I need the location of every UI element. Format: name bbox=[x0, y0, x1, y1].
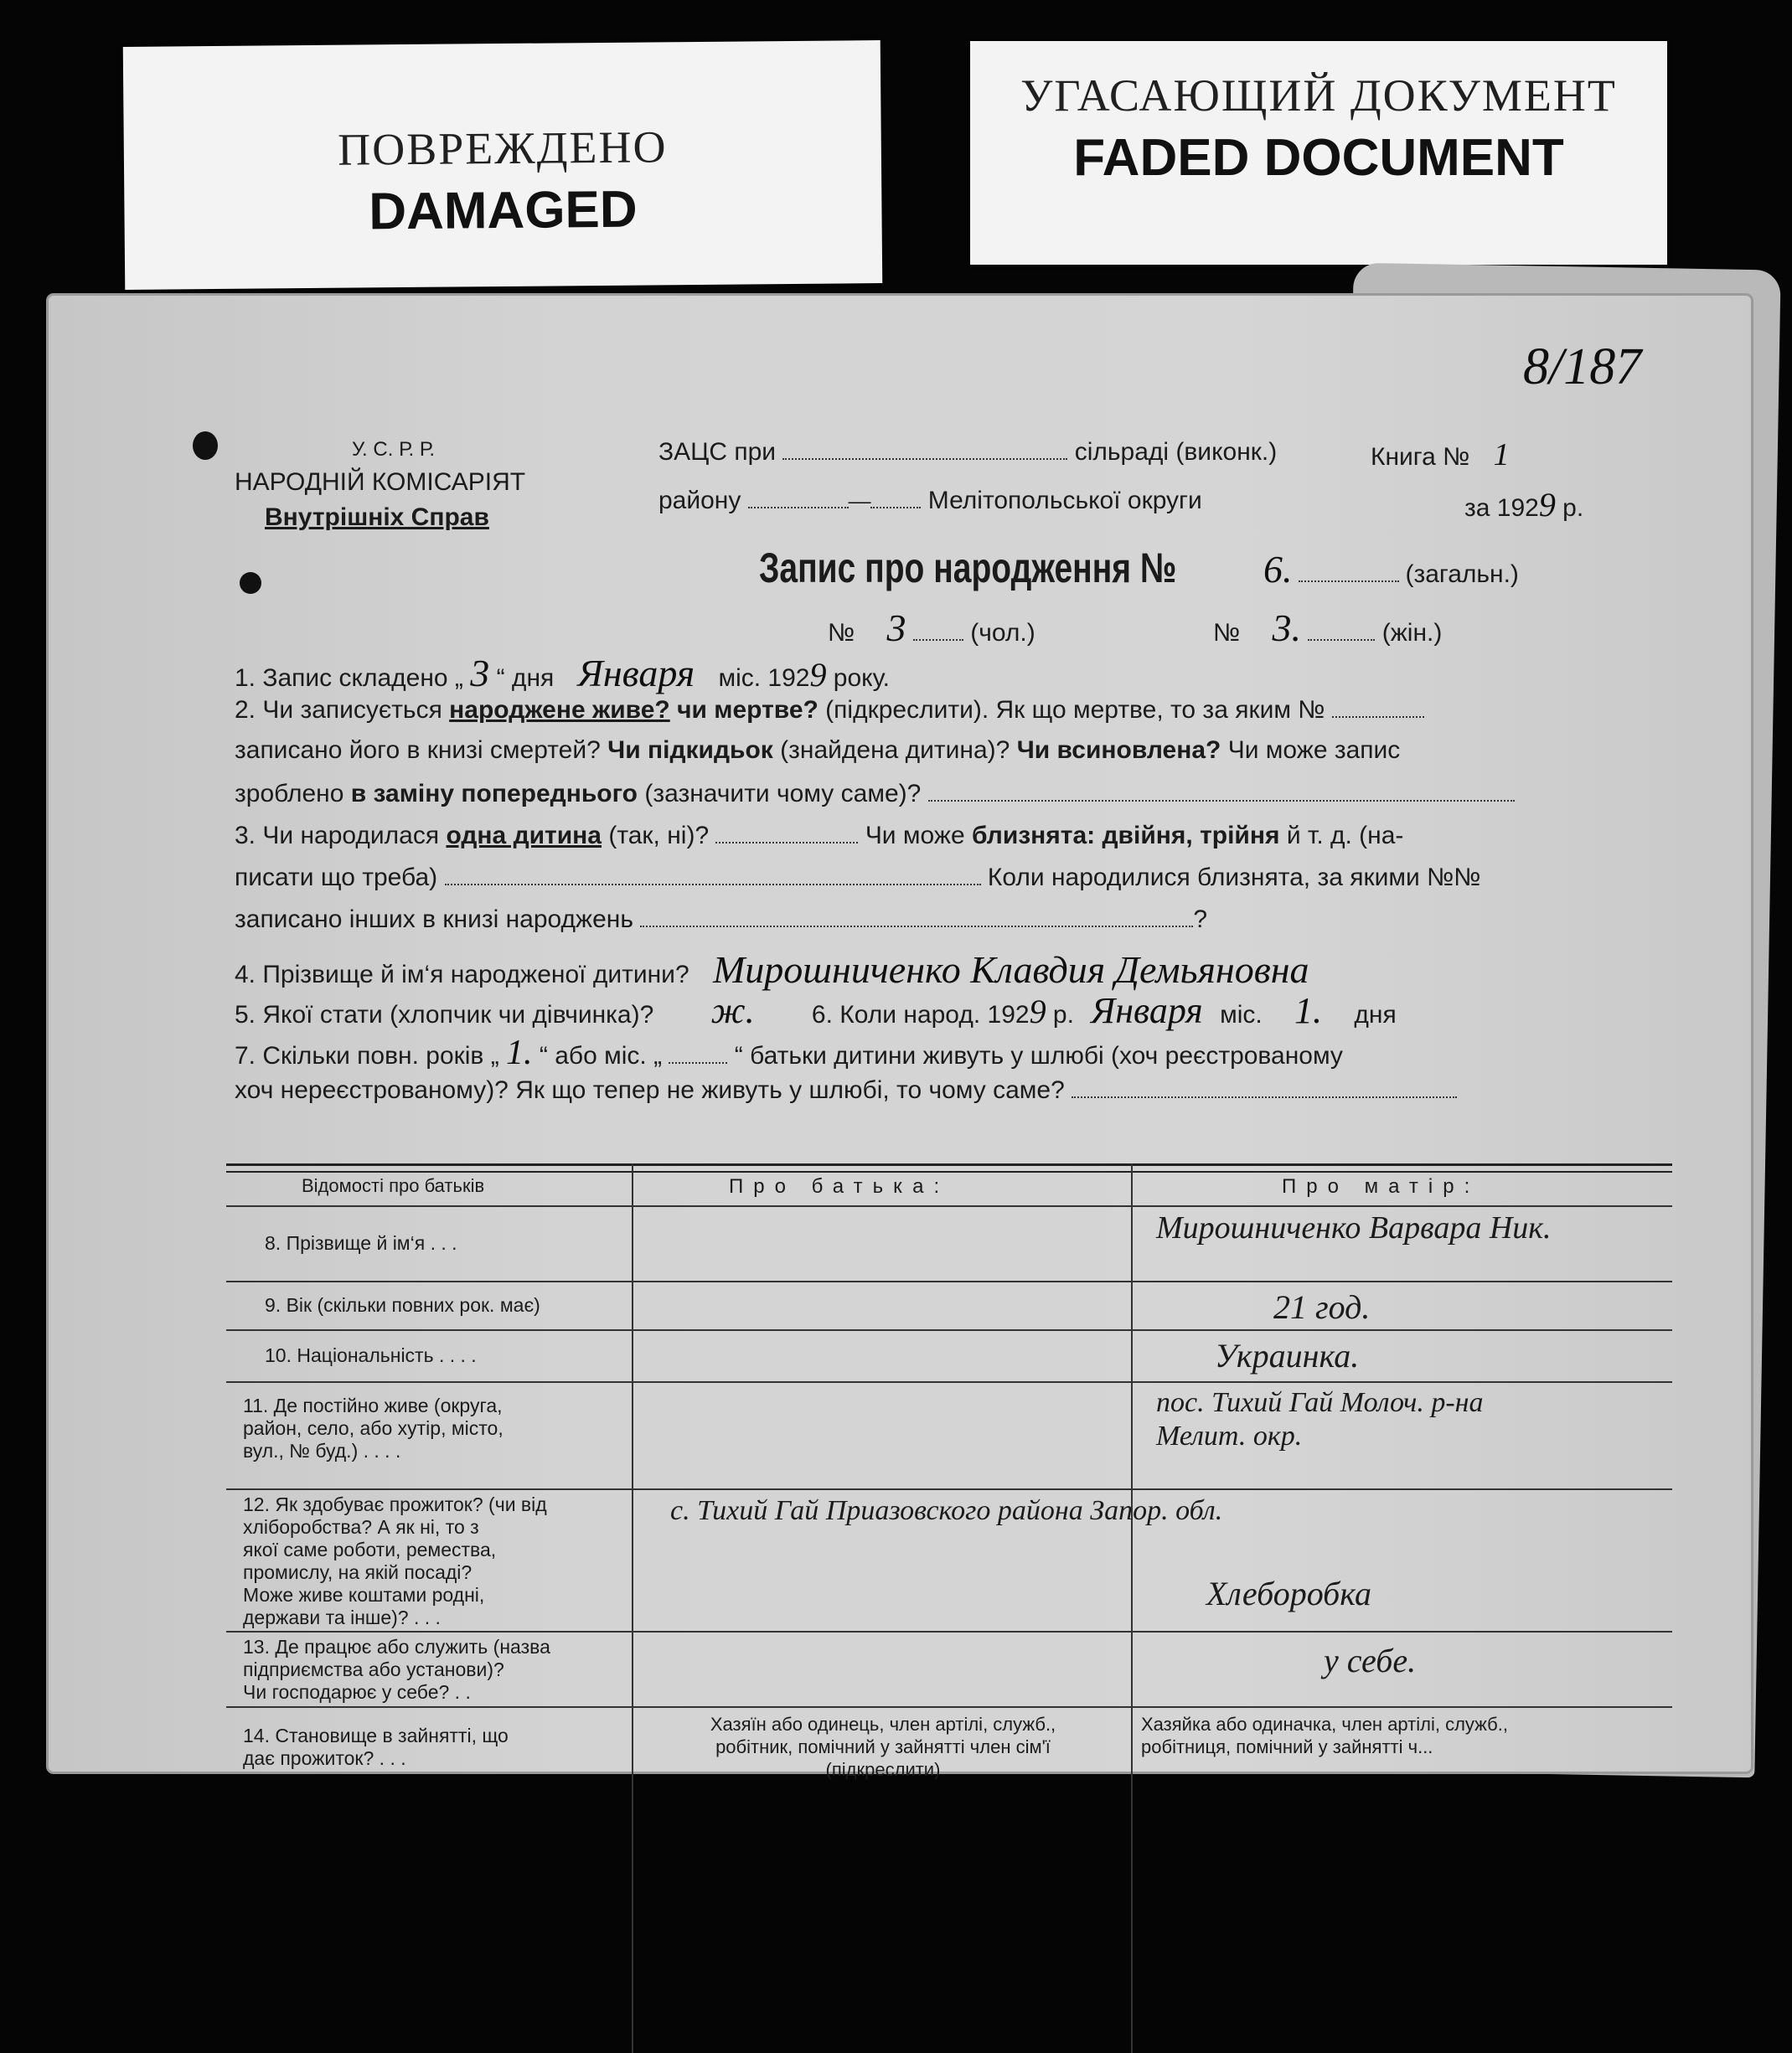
table-row bbox=[226, 1282, 1672, 1331]
punch-hole bbox=[193, 431, 218, 460]
q3-label-f: й т. д. (на- bbox=[1286, 822, 1404, 849]
female-prefix: № bbox=[1213, 619, 1241, 647]
book-value: 1 bbox=[1493, 437, 1510, 472]
mother-nationality: Украинка. bbox=[1215, 1337, 1360, 1375]
q4-label: 4. Прізвище й ім‘я народженої дитини? bbox=[235, 961, 689, 988]
row-label-livelihood: 12. Як здобуває прожиток? (чи від хліборобства? А як ні, то з якої саме роботи, ремества, промислу, на якій посаді? Може живе коштами родні, держави та інше)? . . . bbox=[243, 1493, 547, 1628]
general-suffix: (загальн.) bbox=[1405, 560, 1519, 588]
year-value: 9 bbox=[1538, 486, 1556, 524]
q3-yes-no: (так, ні)? bbox=[608, 822, 710, 849]
row-label-name: 8. Прізвище й ім‘я . . . bbox=[265, 1232, 457, 1254]
q2-made: зроблено bbox=[235, 780, 344, 807]
male-suffix: (чол.) bbox=[970, 619, 1035, 647]
table-header-row bbox=[226, 1170, 1672, 1207]
table-row bbox=[226, 1207, 1672, 1282]
row-label-residence: 11. Де постійно живе (округа, район, село, або хутір, місто, вул., № буд.) . . . . bbox=[243, 1395, 504, 1462]
q2-line-3 bbox=[235, 778, 1515, 808]
q3-line bbox=[235, 820, 1403, 850]
q2-deaths-book: записано його в книзі смертей? bbox=[235, 736, 601, 764]
general-number bbox=[1263, 547, 1519, 591]
q1-day: 3 bbox=[470, 652, 490, 694]
col-header-father: Про батька: bbox=[729, 1175, 950, 1198]
okrug-name: Мелітопольської округи bbox=[927, 487, 1202, 514]
book-label: Книга № bbox=[1371, 443, 1470, 471]
female-blank bbox=[1308, 617, 1375, 641]
q2-label-e: Чи може запис bbox=[1227, 736, 1401, 764]
table-row bbox=[226, 1708, 1672, 1787]
birth-year: 9 bbox=[1029, 993, 1046, 1030]
zags-line bbox=[658, 436, 1277, 467]
year-line bbox=[1464, 485, 1583, 524]
q3-label-d: Чи може bbox=[865, 822, 965, 849]
q7-months-label: “ або міс. „ bbox=[539, 1042, 663, 1070]
damaged-label bbox=[123, 40, 882, 290]
general-number-value: 6. bbox=[1263, 548, 1293, 591]
punch-hole bbox=[240, 572, 261, 594]
raion-blank-2 bbox=[870, 485, 921, 508]
q2-line bbox=[235, 694, 1424, 725]
q3-blank bbox=[715, 820, 858, 843]
birth-record-page bbox=[49, 296, 1751, 1780]
col-header-mother: Про матір: bbox=[1282, 1175, 1480, 1198]
corner-archive-number: 8/187 bbox=[1523, 338, 1642, 395]
q3-line-3 bbox=[235, 904, 1207, 934]
male-prefix: № bbox=[828, 619, 855, 647]
internal-affairs-header: Внутрішніх Справ bbox=[265, 503, 489, 531]
faded-document-label bbox=[970, 41, 1667, 265]
child-sex: ж. bbox=[710, 990, 755, 1031]
q1-month: Января bbox=[577, 652, 695, 694]
q3-line-2 bbox=[235, 862, 1480, 892]
female-suffix: (жін.) bbox=[1381, 619, 1443, 647]
female-number bbox=[1213, 606, 1442, 650]
birth-month: Января bbox=[1091, 990, 1203, 1031]
mother-age: 21 год. bbox=[1273, 1288, 1371, 1326]
male-number bbox=[828, 606, 1035, 650]
year-label: за 192 bbox=[1464, 494, 1539, 522]
faded-label-en: FADED DOCUMENT bbox=[1073, 129, 1564, 187]
table-row bbox=[226, 1490, 1672, 1633]
q7-blank bbox=[1072, 1075, 1457, 1098]
q3-births-book: записано інших в книзі народжень bbox=[235, 905, 634, 933]
q3-twins: близнята: двійня, трійня bbox=[971, 822, 1280, 849]
mother-livelihood: Хлеборобка bbox=[1206, 1575, 1371, 1612]
q7-not-married: хоч нереєстрованому)? Як що тепер не живуть у шлюбі, то чому саме? bbox=[235, 1076, 1065, 1104]
q6-label: 6. Коли народ. 192 bbox=[811, 1001, 1030, 1029]
q3-write: писати що треба) bbox=[235, 864, 438, 891]
q3-twins-numbers: Коли народилися близнята, за якими №№ bbox=[987, 864, 1481, 891]
q4-line bbox=[235, 947, 1309, 992]
q6-month-label: міс. bbox=[1220, 1001, 1263, 1029]
q3-blank-3 bbox=[640, 904, 1193, 927]
q7-label: 7. Скільки повн. років „ bbox=[235, 1042, 499, 1070]
male-number-value: 3 bbox=[886, 606, 906, 649]
raion-label: району bbox=[658, 487, 741, 514]
year-suffix: р. bbox=[1562, 494, 1584, 522]
general-blank bbox=[1299, 559, 1399, 582]
q2-label: 2. Чи записується bbox=[235, 696, 442, 724]
q7-line-2 bbox=[235, 1075, 1457, 1105]
parents-table bbox=[226, 1163, 1672, 2053]
marriage-years: 1. bbox=[506, 1034, 533, 1072]
row-label-occupation: 14. Становище в зайнятті, що дає прожиток? . . . bbox=[243, 1725, 509, 1769]
zags-blank bbox=[782, 436, 1067, 460]
row-label-nationality: 10. Національність . . . . bbox=[265, 1344, 477, 1366]
q3-one-child: одна дитина bbox=[446, 822, 602, 849]
zags-suffix: сільраді (виконк.) bbox=[1074, 438, 1278, 466]
q2-blank bbox=[1332, 694, 1424, 718]
q2-replacement: в заміну попереднього bbox=[350, 780, 638, 807]
male-blank bbox=[913, 617, 963, 641]
table-row bbox=[226, 1633, 1672, 1708]
q2-line-2 bbox=[235, 736, 1400, 765]
female-number-value: 3. bbox=[1272, 606, 1302, 649]
mother-workplace: у себе. bbox=[1324, 1642, 1417, 1679]
q2-foundling-note: (знайдена дитина)? bbox=[780, 736, 1010, 764]
record-title: Запис про народження № bbox=[759, 544, 1177, 591]
faded-label-ru: УГАСАЮЩИЙ ДОКУМЕНТ bbox=[1020, 70, 1617, 121]
child-name: Мирошниченко Клавдия Демьяновна bbox=[712, 948, 1309, 991]
q2-alive: народжене живе? bbox=[449, 696, 670, 724]
q2-adopted: Чи всиновлена? bbox=[1016, 736, 1221, 764]
q1-label: 1. Запис складено „ bbox=[235, 664, 463, 692]
q5-label: 5. Якої стати (хлопчик чи дівчинка)? bbox=[235, 1001, 654, 1029]
q2-dead: чи мертве? bbox=[677, 696, 819, 724]
q3-question-mark: ? bbox=[1193, 905, 1208, 933]
mother-name: Мирошниченко Варвара Ник. bbox=[1156, 1210, 1552, 1246]
q7-months-blank bbox=[669, 1040, 727, 1064]
ussr-header: У. С. Р. Р. bbox=[352, 438, 436, 461]
col-header-info: Відомості про батьків bbox=[302, 1175, 485, 1196]
q2-replacement-note: (зазначити чому саме)? bbox=[644, 780, 922, 807]
table-row bbox=[226, 1383, 1672, 1490]
q5-q6-line bbox=[235, 989, 1397, 1032]
q1-label-d: року. bbox=[833, 664, 890, 692]
father-occupation-options: Хазяїн або одинець, член артілі, служб., робітник, помічний у зайнятті член сім'ї (підкреслити) bbox=[710, 1714, 1056, 1780]
q1-line bbox=[235, 651, 890, 695]
row-label-age: 9. Вік (скільки повних рок. має) bbox=[265, 1294, 540, 1316]
q2-label-d: (підкреслити). Як що мертве, то за яким № bbox=[825, 696, 1325, 724]
raion-value: — bbox=[848, 487, 871, 514]
commissariat-header: НАРОДНІЙ КОМІСАРІЯТ bbox=[235, 468, 526, 496]
q3-blank-2 bbox=[445, 862, 981, 885]
q6-day-label: дня bbox=[1354, 1001, 1397, 1029]
q3-label: 3. Чи народилася bbox=[235, 822, 440, 849]
damaged-label-ru: ПОВРЕЖДЕНО bbox=[337, 121, 668, 175]
raion-blank bbox=[748, 485, 849, 508]
mother-occupation-options: Хазяйка або одиначка, член артілі, служб., робітниця, помічний у зайнятті ч... bbox=[1141, 1714, 1508, 1757]
overwritten-place-note: с. Тихий Гай Приазовского района Запор. обл. bbox=[670, 1495, 1223, 1526]
q2-blank-2 bbox=[928, 778, 1515, 802]
q1-year: 9 bbox=[809, 656, 827, 694]
birth-day: 1. bbox=[1294, 990, 1323, 1031]
q2-foundling: Чи підкидьок bbox=[607, 736, 773, 764]
q7-label-c: “ батьки дитини живуть у шлюбі (хоч реєстрованому bbox=[734, 1042, 1343, 1070]
q6-year-suffix: р. bbox=[1052, 1001, 1074, 1029]
row-label-workplace: 13. Де працює або служить (назва підприємства або установи)? Чи господарює у себе? . . bbox=[243, 1636, 550, 1703]
raion-line bbox=[658, 485, 1202, 515]
q1-label-c: міс. 192 bbox=[718, 664, 810, 692]
book-line bbox=[1371, 436, 1510, 473]
zags-prefix: ЗАЦС при bbox=[658, 438, 777, 466]
q1-label-b: “ дня bbox=[496, 664, 555, 692]
mother-residence: пос. Тихий Гай Молоч. р-на Мелит. окр. bbox=[1156, 1387, 1484, 1452]
table-row bbox=[226, 1331, 1672, 1383]
q7-line bbox=[235, 1033, 1343, 1073]
damaged-label-en: DAMAGED bbox=[369, 180, 638, 241]
